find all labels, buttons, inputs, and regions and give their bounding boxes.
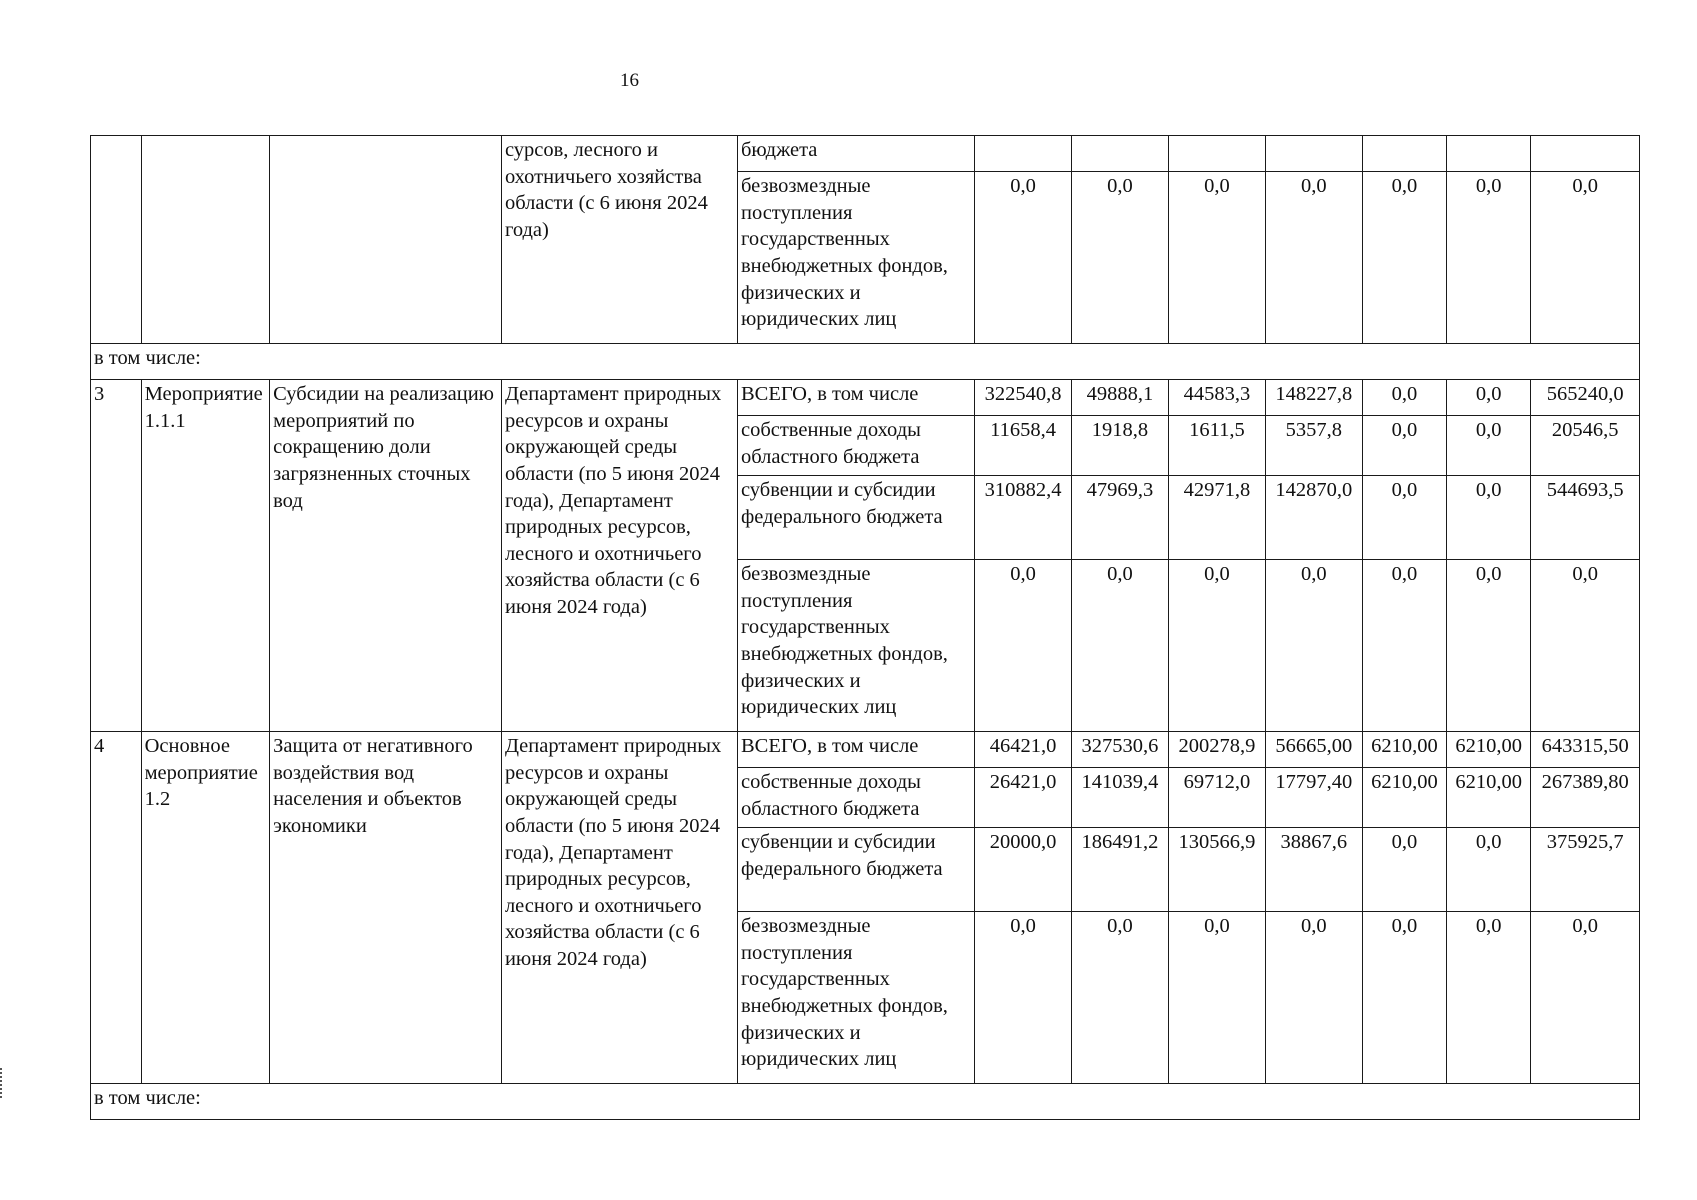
value-cell: 0,0 <box>1447 476 1531 560</box>
value-cell: 267389,80 <box>1531 768 1640 828</box>
value-cell: 0,0 <box>975 912 1072 1084</box>
value-cell: 26421,0 <box>975 768 1072 828</box>
value-cell: 0,0 <box>1362 172 1446 344</box>
value-cell: 0,0 <box>1071 560 1168 732</box>
value-cell: 0,0 <box>1362 560 1446 732</box>
value-cell <box>975 136 1072 172</box>
table-row <box>91 732 1640 768</box>
table-row <box>91 380 1640 416</box>
value-cell: 544693,5 <box>1531 476 1640 560</box>
section-label: в том числе: <box>91 1084 1640 1120</box>
type-cell <box>141 136 270 344</box>
value-cell: 38867,6 <box>1265 828 1362 912</box>
source-cell: безвозмездные поступления государственных внебюджетных фондов, физических и юридических лиц <box>737 912 974 1084</box>
source-cell: субвенции и субсидии федерального бюджета <box>737 476 974 560</box>
value-cell: 0,0 <box>1362 912 1446 1084</box>
name-cell: Защита от негативного воздействия вод населения и объектов экономики <box>270 732 502 1084</box>
section-label-row <box>91 1084 1640 1120</box>
source-cell: безвозмездные поступления государственных внебюджетных фондов, физических и юридических лиц <box>737 560 974 732</box>
source-cell: безвозмездные поступления государственных внебюджетных фондов, физических и юридических лиц <box>737 172 974 344</box>
value-cell: 0,0 <box>975 560 1072 732</box>
value-cell: 565240,0 <box>1531 380 1640 416</box>
table-row <box>91 136 1640 172</box>
value-cell: 327530,6 <box>1071 732 1168 768</box>
page-number: 16 <box>620 70 639 91</box>
value-cell: 375925,7 <box>1531 828 1640 912</box>
value-cell: 0,0 <box>1362 828 1446 912</box>
value-cell: 142870,0 <box>1265 476 1362 560</box>
value-cell: 0,0 <box>1447 380 1531 416</box>
value-cell: 11658,4 <box>975 416 1072 476</box>
scan-edge-mark <box>0 1068 5 1098</box>
value-cell: 6210,00 <box>1362 732 1446 768</box>
value-cell: 46421,0 <box>975 732 1072 768</box>
value-cell: 148227,8 <box>1265 380 1362 416</box>
value-cell: 643315,50 <box>1531 732 1640 768</box>
executor-cell: сурсов, лесного и охотничьего хозяйства области (с 6 июня 2024 года) <box>501 136 737 344</box>
value-cell: 0,0 <box>1531 912 1640 1084</box>
value-cell: 42971,8 <box>1168 476 1265 560</box>
value-cell: 1918,8 <box>1071 416 1168 476</box>
budget-table <box>90 135 1640 1120</box>
type-cell: Мероприятие 1.1.1 <box>141 380 270 732</box>
value-cell: 0,0 <box>1265 172 1362 344</box>
value-cell <box>1362 136 1446 172</box>
num-cell <box>91 136 142 344</box>
value-cell: 310882,4 <box>975 476 1072 560</box>
value-cell: 0,0 <box>1071 172 1168 344</box>
source-cell: субвенции и субсидии федерального бюджета <box>737 828 974 912</box>
value-cell: 186491,2 <box>1071 828 1168 912</box>
section-label-row <box>91 344 1640 380</box>
source-cell: бюджета <box>737 136 974 172</box>
value-cell: 130566,9 <box>1168 828 1265 912</box>
value-cell: 49888,1 <box>1071 380 1168 416</box>
value-cell: 0,0 <box>1447 172 1531 344</box>
num-cell: 3 <box>91 380 142 732</box>
value-cell: 6210,00 <box>1447 768 1531 828</box>
value-cell: 69712,0 <box>1168 768 1265 828</box>
value-cell: 0,0 <box>1265 912 1362 1084</box>
executor-cell: Департамент природных ресурсов и охраны окружающей среды области (по 5 июня 2024 года), Департамент природных ресурсов, лесного и охотничьего хозяйства области (с 6 июня 2024 года) <box>501 732 737 1084</box>
value-cell: 20000,0 <box>975 828 1072 912</box>
value-cell <box>1168 136 1265 172</box>
value-cell <box>1447 136 1531 172</box>
value-cell <box>1531 136 1640 172</box>
value-cell: 56665,00 <box>1265 732 1362 768</box>
value-cell: 200278,9 <box>1168 732 1265 768</box>
value-cell: 0,0 <box>1071 912 1168 1084</box>
value-cell: 5357,8 <box>1265 416 1362 476</box>
value-cell: 0,0 <box>1362 380 1446 416</box>
value-cell: 0,0 <box>1531 560 1640 732</box>
source-cell: собственные доходы областного бюджета <box>737 768 974 828</box>
value-cell: 322540,8 <box>975 380 1072 416</box>
source-cell: ВСЕГО, в том числе <box>737 732 974 768</box>
value-cell: 0,0 <box>1447 828 1531 912</box>
source-cell: собственные доходы областного бюджета <box>737 416 974 476</box>
name-cell: Субсидии на реализацию мероприятий по сокращению доли загрязненных сточных вод <box>270 380 502 732</box>
value-cell: 0,0 <box>1168 912 1265 1084</box>
value-cell: 0,0 <box>1447 560 1531 732</box>
value-cell: 44583,3 <box>1168 380 1265 416</box>
value-cell: 0,0 <box>1168 172 1265 344</box>
section-label: в том числе: <box>91 344 1640 380</box>
value-cell: 0,0 <box>1362 416 1446 476</box>
value-cell: 17797,40 <box>1265 768 1362 828</box>
value-cell: 1611,5 <box>1168 416 1265 476</box>
type-cell: Основное мероприятие 1.2 <box>141 732 270 1084</box>
value-cell: 20546,5 <box>1531 416 1640 476</box>
value-cell: 0,0 <box>1447 416 1531 476</box>
num-cell: 4 <box>91 732 142 1084</box>
value-cell: 0,0 <box>1531 172 1640 344</box>
value-cell: 0,0 <box>1265 560 1362 732</box>
executor-cell: Департамент природных ресурсов и охраны окружающей среды области (по 5 июня 2024 года), Департамент природных ресурсов, лесного и охотничьего хозяйства области (с 6 июня 2024 года) <box>501 380 737 732</box>
value-cell <box>1265 136 1362 172</box>
value-cell: 6210,00 <box>1447 732 1531 768</box>
value-cell: 6210,00 <box>1362 768 1446 828</box>
value-cell: 0,0 <box>1447 912 1531 1084</box>
source-cell: ВСЕГО, в том числе <box>737 380 974 416</box>
value-cell: 47969,3 <box>1071 476 1168 560</box>
name-cell <box>270 136 502 344</box>
value-cell <box>1071 136 1168 172</box>
value-cell: 0,0 <box>1362 476 1446 560</box>
value-cell: 0,0 <box>975 172 1072 344</box>
value-cell: 0,0 <box>1168 560 1265 732</box>
value-cell: 141039,4 <box>1071 768 1168 828</box>
